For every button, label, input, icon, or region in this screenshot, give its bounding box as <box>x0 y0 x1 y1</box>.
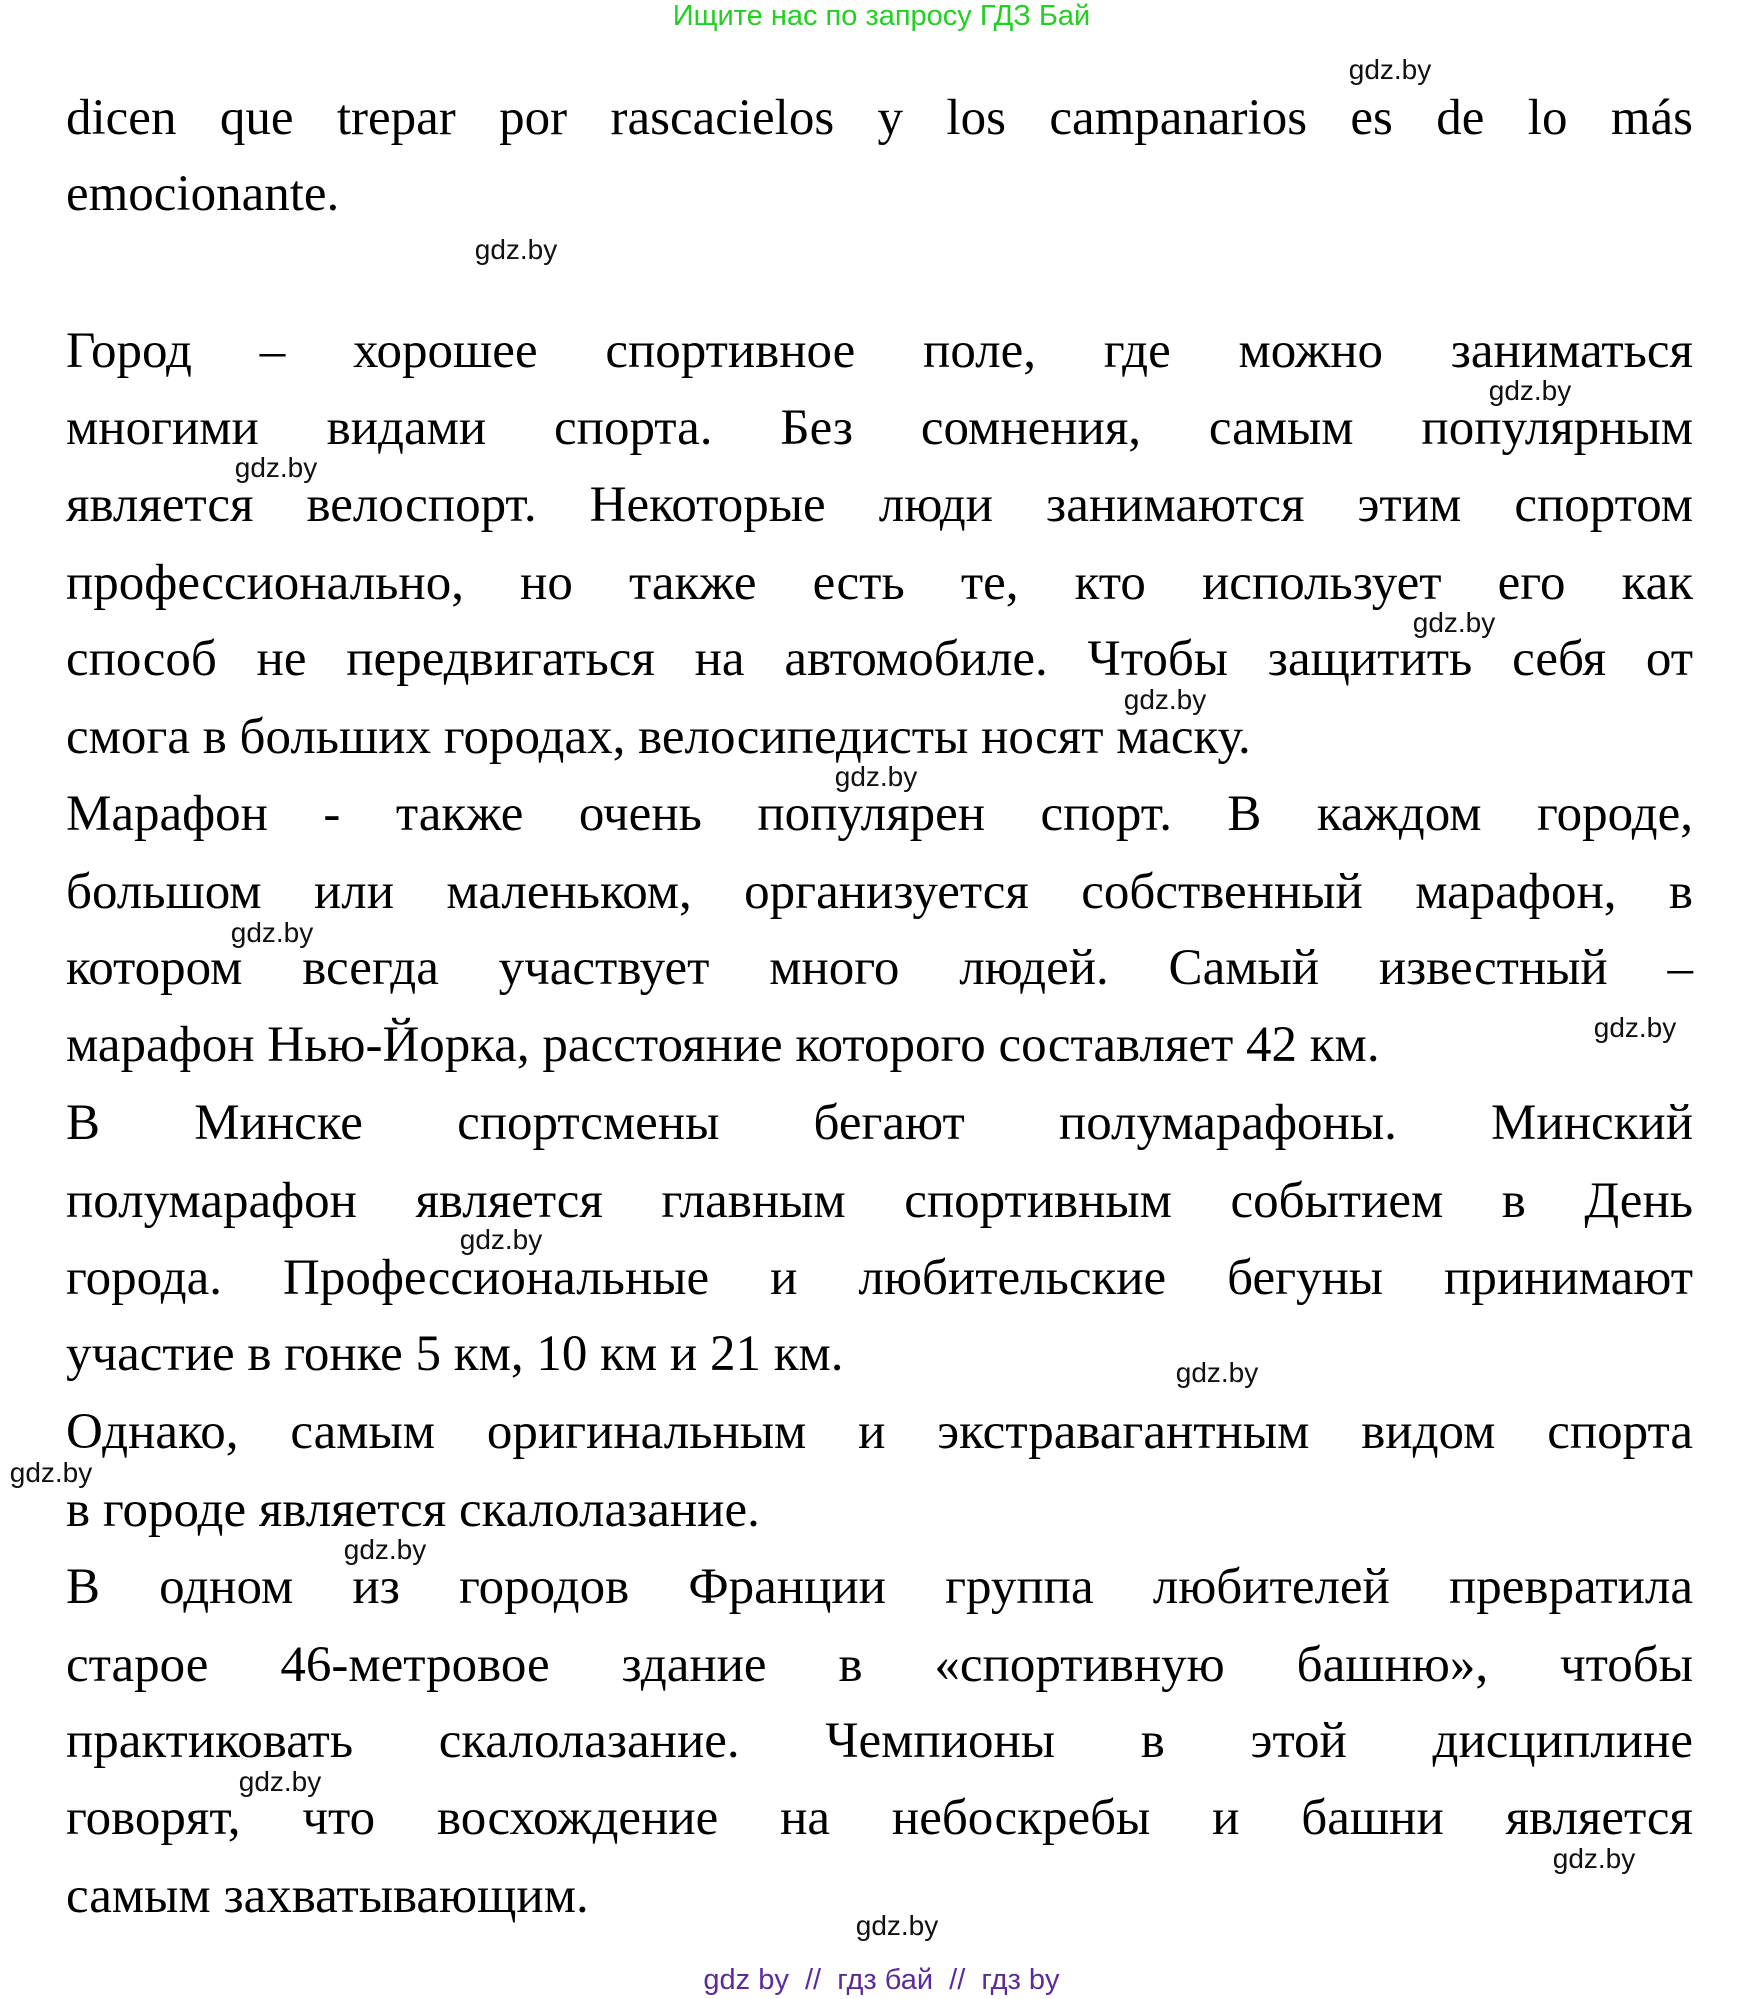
text-line: профессионально, но также есть те, кто использует его как <box>66 555 1693 611</box>
header-banner: Ищите нас по запросу ГДЗ Бай <box>672 0 1091 32</box>
watermark: gdz.by <box>343 1534 427 1565</box>
text-line: Однако, самым оригинальным и экстравагантным видом спорта <box>66 1404 1693 1460</box>
watermark: gdz.by <box>234 452 318 483</box>
watermark: gdz.by <box>1488 375 1572 406</box>
text-line: старое 46-метровое здание в «спортивную башню», чтобы <box>66 1637 1693 1693</box>
text-line: смога в больших городах, велосипедисты носят маску. <box>66 709 1251 765</box>
watermark: gdz.by <box>9 1457 93 1488</box>
text-line: участие в гонке 5 км, 10 км и 21 км. <box>66 1326 844 1382</box>
text-line: способ не передвигаться на автомобиле. Чтобы защитить себя от <box>66 631 1693 687</box>
text-line: говорят, что восхождение на небоскребы и башни является <box>66 1790 1693 1846</box>
watermark: gdz.by <box>474 234 558 265</box>
text-line: многими видами спорта. Без сомнения, самым популярным <box>66 400 1693 456</box>
text-line: марафон Нью-Йорка, расстояние которого составляет 42 км. <box>66 1017 1380 1073</box>
watermark: gdz.by <box>459 1224 543 1255</box>
text-line: является велоспорт. Некоторые люди занимаются этим спортом <box>66 477 1693 533</box>
watermark: gdz.by <box>1593 1012 1677 1043</box>
text-line: практиковать скалолазание. Чемпионы в этой дисциплине <box>66 1713 1693 1769</box>
watermark: gdz.by <box>230 917 314 948</box>
watermark: gdz.by <box>238 1766 322 1797</box>
text-line: В одном из городов Франции группа любителей превратила <box>66 1559 1693 1615</box>
text-line: dicen que trepar por rascacielos y los campanarios es de lo más <box>66 90 1693 146</box>
text-line: В Минске спортсмены бегают полумарафоны. Минский <box>66 1095 1693 1151</box>
text-line: города. Профессиональные и любительские бегуны принимают <box>66 1250 1693 1306</box>
watermark: gdz.by <box>855 1910 939 1941</box>
text-line: Марафон - также очень популярен спорт. В каждом городе, <box>66 786 1693 842</box>
footer-links: gdz by // гдз бай // гдз by <box>703 1964 1060 1996</box>
text-line: котором всегда участвует много людей. Самый известный – <box>66 940 1693 996</box>
watermark: gdz.by <box>1552 1843 1636 1874</box>
watermark: gdz.by <box>1175 1357 1259 1388</box>
text-line: полумарафон является главным спортивным событием в День <box>66 1173 1693 1229</box>
text-line: в городе является скалолазание. <box>66 1482 760 1538</box>
watermark: gdz.by <box>834 761 918 792</box>
text-line: emocionante. <box>66 166 340 222</box>
watermark: gdz.by <box>1348 54 1432 85</box>
text-line: Город – хорошее спортивное поле, где можно заниматься <box>66 323 1693 379</box>
watermark: gdz.by <box>1123 684 1207 715</box>
text-line: большом или маленьком, организуется собственный марафон, в <box>66 864 1693 920</box>
watermark: gdz.by <box>1412 607 1496 638</box>
text-line: самым захватывающим. <box>66 1868 589 1924</box>
